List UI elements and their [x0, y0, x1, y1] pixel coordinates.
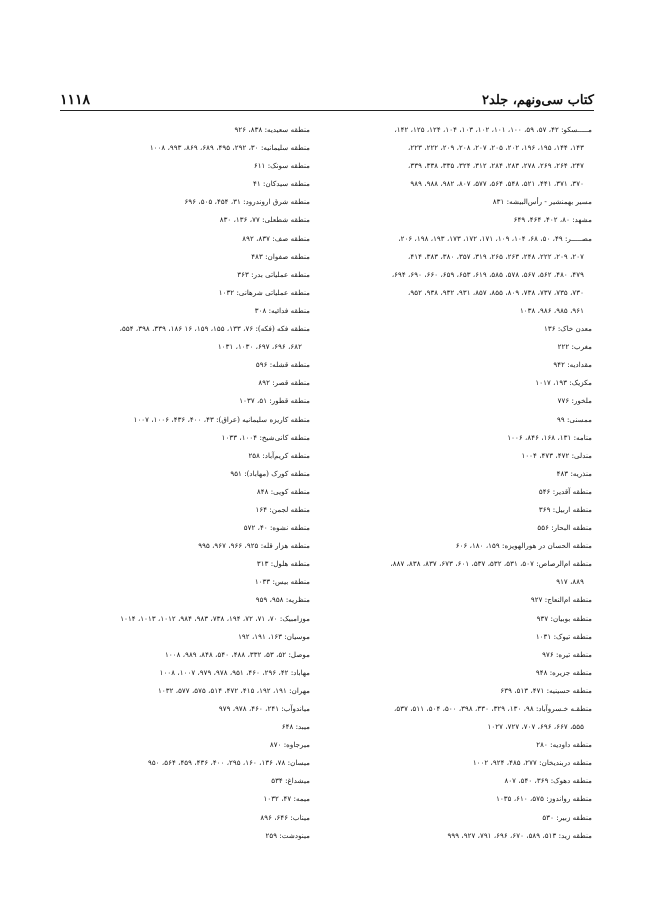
- index-entry-line: منطقه سونک: ۶۱۱: [253, 161, 310, 171]
- index-entry-line: میرجاوه: ۸۷۰: [269, 740, 310, 750]
- index-entry-line: منطقه عملیاتی بدر: ۳۶۳: [237, 269, 310, 279]
- index-entry-line: منطقه ام‌الرصاص: ۵۰۷، ۵۳۱، ۵۳۲، ۵۳۷، ۶۰۱، ۶۷۳، ۸۳۷، ۸۳۸، ۸۸۷،: [390, 559, 592, 569]
- index-entry-line: ۴۷۹، ۴۸۰، ۵۶۲، ۵۶۷، ۵۷۸، ۵۸۵، ۶۱۹، ۶۵۳، ۶۵۹، ۶۶۰، ۶۹۰، ۶۹۴،: [391, 269, 584, 279]
- index-entry-line: ۲۰۷، ۲۰۹، ۲۲۲، ۲۴۸، ۲۶۳، ۲۶۵، ۳۱۹، ۳۵۷، ۳۸۰، ۳۸۳، ۴۱۴،: [408, 251, 584, 261]
- index-entry-line: منطقه قصر: ۸۹۲: [258, 378, 310, 388]
- index-entry-line: منطقه دربندیخان: ۲۷۷، ۴۸۵، ۹۲۴، ۱۰۰۲: [472, 758, 592, 768]
- index-entry-line: ملخور: ۷۷۶: [557, 396, 592, 406]
- index-entry-line: منطقه کورک (مهاباد): ۹۵۱: [230, 468, 310, 478]
- book-title: کتاب سی‌ونهم، جلد۲: [482, 93, 594, 108]
- page-header: [60, 86, 594, 108]
- index-entry-line: میبد: ۶۴۸: [281, 722, 310, 732]
- index-entry-line: ۲۴۷، ۲۶۴، ۲۶۹، ۲۷۸، ۲۸۳، ۲۸۴، ۳۱۲، ۳۲۴، ۳۳۵، ۳۳۸، ۳۳۹،: [408, 161, 584, 171]
- index-entry-line: معدن خاک: ۱۳۶: [543, 324, 592, 334]
- index-entry-line: منطقه جزیره: ۹۴۸: [535, 667, 592, 677]
- index-entry-line: منطقه لجمن: ۱۶۴: [255, 504, 310, 514]
- index-entry-line: میناب: ۶۴۶، ۸۹۶: [260, 812, 310, 822]
- index-entry-line: منطقه صف: ۸۳۷، ۸۹۲: [242, 233, 310, 243]
- index-entry-line: منطقه داودیه: ۲۸۰: [536, 740, 592, 750]
- index-entry-line: منطقه سیدکان: ۴۱: [253, 179, 310, 189]
- index-entry-line: منطقه سلیمانیه: ۳۰، ۲۹۲، ۴۹۵، ۶۸۹، ۸۶۹، ۹۹۳، ۱۰۰۸: [149, 143, 310, 153]
- index-entry-line: منطقه فکه (فکه): ۷۶، ۱۳۳، ۱۵۵، ۱۵۹، ۱۶ ۱۸۶، ۳۳۹، ۳۹۸، ۵۵۴،: [119, 324, 310, 334]
- index-entry-line: میشداغ: ۵۳۴: [271, 776, 310, 786]
- index-entry-line: منطقه بوبیان: ۹۳۷: [536, 613, 592, 623]
- page-number: ۱۱۱۸: [60, 92, 91, 108]
- index-entry-line: ۳۷۰، ۳۷۱، ۴۴۱، ۵۲۱، ۵۴۸، ۵۶۴، ۵۷۷، ۸۰۷، ۹۸۲، ۹۸۸، ۹۸۹: [410, 179, 584, 189]
- index-entry-line: منطقه زید: ۵۱۳، ۵۸۹، ۶۷۰، ۶۹۶، ۷۹۱، ۹۲۷، ۹۹۹: [447, 830, 592, 840]
- index-entry-line: منطقه هزار قله: ۹۲۵، ۹۶۶، ۹۶۷، ۹۹۵: [198, 541, 310, 551]
- header-rule: [60, 110, 594, 111]
- index-entry-line: منطقه قطور: ۵۱، ۱۰۳۷: [239, 396, 310, 406]
- index-entry-line: موزامبیک: ۷۰، ۷۱، ۷۲، ۱۹۴، ۷۳۸، ۹۸۳، ۹۸۴، ۱۰۱۲، ۱۰۱۳، ۱۰۱۴: [120, 613, 310, 623]
- index-entry-line: مندلی: ۴۷۲، ۴۷۳، ۱۰۰۴: [521, 450, 592, 460]
- index-entry-line: منطقـه خـسروآباد: ۹۸، ۱۳۰، ۳۲۹، ۳۳۰، ۳۹۸، ۵۰۰، ۵۰۴، ۵۱۱، ۵۳۷،: [394, 704, 592, 713]
- index-entry-line: منطقه ام‌النعاج: ۹۲۷: [530, 595, 592, 605]
- index-entry-line: مینودشت: ۲۵۹: [265, 830, 310, 840]
- index-entry-line: منطقه کریم‌آباد: ۲۵۸: [248, 450, 310, 460]
- index-entry-line: منطقه آقدیر: ۵۴۶: [538, 486, 592, 496]
- index-entry-line: ممسنی: ۹۹: [556, 414, 592, 424]
- index-entry-line: مغرب: ۲۲۲: [557, 342, 592, 352]
- index-entry-line: مهران: ۱۹۱، ۱۹۲، ۴۱۵، ۴۷۲، ۵۱۴، ۵۷۵، ۵۷۷، ۱۰۳۲: [158, 685, 310, 695]
- index-entry-line: میاندوآب: ۲۴۱، ۴۶۰، ۹۷۸، ۹۷۹: [218, 704, 310, 713]
- index-entry-line: منطقه قشله: ۵۹۶: [255, 360, 310, 370]
- index-entry-line: مسیر بهمنشیر - رأس‌البیشه: ۸۳۱: [492, 197, 592, 207]
- index-entry-line: موسیان: ۱۶۳، ۱۹۱، ۱۹۲: [238, 631, 310, 641]
- index-entry-line: ۶۸۲، ۶۹۶، ۶۹۷، ۱۰۳۰، ۱۰۳۱: [217, 342, 302, 352]
- index-entry-line: منطقه صفوان: ۴۸۳: [251, 251, 310, 261]
- index-entry-line: مکزیک: ۱۹۳، ۱۰۱۷: [535, 378, 592, 388]
- index-entry-line: مشهد: ۸۰، ۴۰۲، ۴۶۴، ۶۴۹: [513, 215, 592, 225]
- index-entry-line: ۸۸۹، ۹۱۷: [556, 577, 584, 587]
- index-column-left: [50, 121, 310, 845]
- index-entry-line: منطقه اربیل: ۳۶۹: [538, 504, 592, 514]
- index-entry-line: منطقه شطعلی: ۷۷، ۱۳۶، ۸۳۰: [219, 215, 310, 225]
- index-column-right: [332, 121, 592, 845]
- index-entry-line: منطقه نشوه: ۴۰، ۵۷۲: [243, 523, 310, 533]
- index-entry-line: منطقه حسینیه: ۴۷۱، ۵۱۳، ۶۳۹: [500, 685, 592, 695]
- index-entry-line: منطقه شرق اروندرود: ۳۱، ۴۵۴، ۵۰۵، ۶۹۶: [184, 197, 310, 207]
- index-entry-line: منظریه: ۹۵۸، ۹۵۹: [255, 595, 310, 605]
- index-entry-line: منطقه الحسان در هورالهویزه: ۱۵۹، ۱۸۰، ۶۰۶: [455, 541, 592, 551]
- index-entry-line: منطقه کاریزه سلیمانیه (عراق): ۴۳، ۴۰۰، ۴۳۶، ۱۰۰۶، ۱۰۰۷: [133, 414, 310, 424]
- index-entry-line: ۷۳۰، ۷۳۵، ۷۳۷، ۷۳۸، ۸۰۹، ۸۵۵، ۸۵۷، ۹۳۱، ۹۳۲، ۹۳۸، ۹۵۲،: [408, 287, 584, 297]
- index-entry-line: مـــــسکو: ۴۲، ۵۷، ۵۹، ۱۰۰، ۱۰۱، ۱۰۲، ۱۰۳، ۱۰۴، ۱۲۴، ۱۲۵، ۱۴۲،: [394, 125, 592, 134]
- index-entry-line: ۹۶۱، ۹۸۵، ۹۸۶، ۱۰۳۸: [519, 305, 584, 315]
- index-entry-line: ۵۵۵، ۶۶۷، ۶۹۶، ۷۰۷، ۷۲۷، ۱۰۲۷: [487, 722, 584, 732]
- index-entry-line: منطقه سعیدیه: ۸۳۸، ۹۲۶: [234, 125, 310, 134]
- index-entry-line: منطقه عملیاتی شرهانی: ۱۰۳۲: [218, 287, 310, 297]
- index-entry-line: منطقه رواندوز: ۵۷۵، ۶۱۰، ۱۰۳۵: [496, 794, 592, 804]
- index-entry-line: منطقه هلول: ۳۱۳: [256, 559, 310, 569]
- index-entry-line: موصل: ۵۲، ۵۳، ۳۳۲، ۴۸۸، ۵۴۰، ۸۴۸، ۹۸۹، ۱۰۰۸: [165, 649, 310, 659]
- index-entry-line: ۱۴۳، ۱۴۴، ۱۹۵، ۱۹۶، ۲۰۲، ۲۰۵، ۲۰۷، ۲۰۸، ۲۰۹، ۲۲۲، ۲۲۳،: [408, 143, 584, 153]
- index-entry-line: منطقه تیوک: ۱۰۳۱: [535, 631, 592, 641]
- index-entry-line: منطقه کانی‌شیخ: ۱۰۰۴، ۱۰۳۳: [221, 432, 310, 442]
- index-entry-line: منطقه البحار: ۵۵۶: [537, 523, 592, 533]
- index-entry-line: منطقه دهوک: ۳۶۹، ۵۴۰، ۸۰۷: [504, 776, 592, 786]
- index-entry-line: منذریه: ۴۸۳: [556, 468, 592, 478]
- index-entry-line: مهاباد: ۴۲، ۲۹۶، ۴۶۰، ۹۵۱، ۹۷۸، ۹۷۹، ۱۰۰۷، ۱۰۰۸: [159, 667, 310, 677]
- index-entry-line: مقدادیه: ۹۴۲: [553, 360, 592, 370]
- index-entry-line: منامه: ۱۳۱، ۱۶۸، ۸۴۶، ۱۰۰۶: [507, 432, 592, 442]
- index-entry-line: میسان: ۷۸، ۱۳۶، ۱۶۰، ۲۹۵، ۴۰۰، ۴۳۶، ۴۵۹، ۵۶۴، ۹۵۰: [148, 758, 310, 768]
- index-entry-line: منطقه کویی: ۸۴۸: [256, 486, 310, 496]
- index-entry-line: مصـــــر: ۴۹، ۵۰، ۶۸، ۱۰۴، ۱۰۹، ۱۷۱، ۱۷۲، ۱۷۳، ۱۹۳، ۱۹۸، ۲۰۶،: [398, 233, 592, 243]
- index-entry-line: منطقه زبیر: ۵۳۰: [542, 812, 592, 822]
- index-entry-line: منطقه تیره: ۹۷۶: [542, 649, 592, 659]
- index-entry-line: منطقه فدائیه: ۳۰۸: [254, 305, 310, 315]
- index-entry-line: میمه: ۴۷، ۱۰۳۲: [263, 794, 310, 804]
- index-entry-line: منطقه بیس: ۱۰۳۳: [254, 577, 310, 587]
